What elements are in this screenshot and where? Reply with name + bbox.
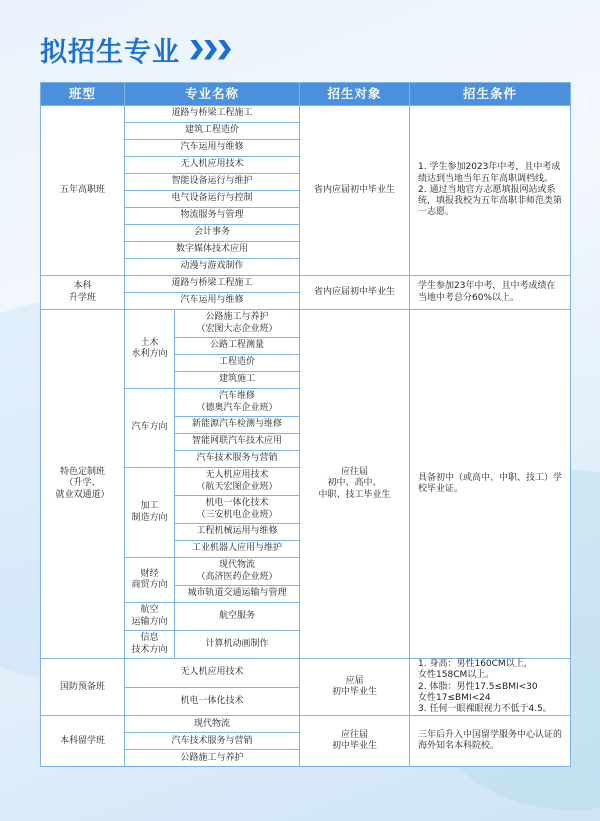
direction-cell: 信息 技术方向	[125, 631, 175, 659]
direction-cell: 航空 运输方向	[125, 603, 175, 631]
major-cell: 工业机器人应用与维护	[175, 541, 300, 558]
major-cell: 无人机应用技术	[125, 659, 300, 688]
table-header-row	[41, 83, 571, 106]
chevron-right-icon	[190, 40, 232, 60]
major-cell: 道路与桥梁工程施工	[125, 276, 300, 293]
page-title: 拟招生专业	[40, 37, 180, 68]
class-type-cell: 本科留学班	[41, 716, 125, 767]
condition-cell: 1. 身高：男性160CM以上， 女性158CM以上。 2. 体脂：男性17.5≤BMI<30 女性17≤BMI<24 3. 任何一眼裸眼视力不低于4.5。	[410, 659, 571, 716]
major-cell: 航空服务	[175, 603, 300, 631]
major-cell: 汽车技术服务与营销	[125, 733, 300, 750]
table-row	[41, 659, 571, 688]
class-type-cell: 本科 升学班	[41, 276, 125, 310]
major-cell: 智能网联汽车技术应用	[175, 434, 300, 451]
major-cell: 智能设备运行与维护	[125, 174, 300, 191]
target-cell: 应往届 初中毕业生	[300, 716, 410, 767]
major-cell: 机电一体化技术 （三安机电企业班）	[175, 496, 300, 524]
direction-cell: 汽车方向	[125, 389, 175, 468]
header-condition: 招生条件	[410, 83, 571, 106]
major-cell: 城市轨道交通运输与管理	[175, 586, 300, 603]
major-cell: 建筑工程造价	[125, 123, 300, 140]
major-cell: 计算机动画制作	[175, 631, 300, 659]
major-cell: 汽车技术服务与营销	[175, 451, 300, 468]
major-cell: 现代物流	[125, 716, 300, 733]
major-cell: 汽车运用与维修	[125, 140, 300, 157]
major-cell: 工程造价	[175, 355, 300, 372]
major-cell: 公路施工与养护 （宏图大志企业班）	[175, 310, 300, 338]
page-header	[40, 30, 232, 69]
major-cell: 现代物流 （高济医药企业班）	[175, 558, 300, 586]
major-cell: 道路与桥梁工程施工	[125, 106, 300, 123]
major-cell: 动漫与游戏制作	[125, 259, 300, 276]
major-cell: 公路施工与养护	[125, 750, 300, 767]
major-cell: 机电一体化技术	[125, 687, 300, 716]
major-cell: 汽车运用与维修	[125, 293, 300, 310]
direction-cell: 土木 水利方向	[125, 310, 175, 389]
major-cell: 电气设备运行与控制	[125, 191, 300, 208]
target-cell: 应往届 初中、高中、 中职、技工毕业生	[300, 310, 410, 659]
target-cell: 应届 初中毕业生	[300, 659, 410, 716]
major-cell: 公路工程测量	[175, 338, 300, 355]
major-cell: 新能源汽车检测与维修	[175, 417, 300, 434]
major-cell: 无人机应用技术 （航天宏图企业班）	[175, 468, 300, 496]
condition-cell: 三年后升入中国留学服务中心认证的海外知名本科院校。	[410, 716, 571, 767]
direction-cell: 加工 制造方向	[125, 468, 175, 558]
table-row	[41, 716, 571, 733]
major-cell: 无人机应用技术	[125, 157, 300, 174]
class-type-cell: 五年高职班	[41, 106, 125, 276]
table-row	[41, 106, 571, 123]
major-cell: 汽车维修 （德奥汽车企业班）	[175, 389, 300, 417]
major-cell: 物流服务与管理	[125, 208, 300, 225]
header-class-type: 班型	[41, 83, 125, 106]
enrollment-table	[40, 82, 571, 767]
table-row	[41, 276, 571, 293]
header-target: 招生对象	[300, 83, 410, 106]
class-type-cell: 国防预备班	[41, 659, 125, 716]
class-type-cell: 特色定制班 （升学、 就业双通道）	[41, 310, 125, 659]
header-major: 专业名称	[125, 83, 300, 106]
condition-cell: 具备初中（或高中、中职、技工）学校毕业证。	[410, 310, 571, 659]
major-cell: 建筑施工	[175, 372, 300, 389]
target-cell: 省内应届初中毕业生	[300, 276, 410, 310]
major-cell: 会计事务	[125, 225, 300, 242]
major-cell: 工程机械运用与维修	[175, 524, 300, 541]
condition-cell: 1. 学生参加2023年中考，且中考成绩达到当地当年五年高职调档线。 2. 通过当地官方志愿填报网站或系统，填报我校为五年高职非师范类第一志愿。	[410, 106, 571, 276]
condition-cell: 学生参加23年中考，且中考成绩在当地中考总分60%以上。	[410, 276, 571, 310]
direction-cell: 财经 商贸方向	[125, 558, 175, 603]
target-cell: 省内应届初中毕业生	[300, 106, 410, 276]
major-cell: 数字媒体技术应用	[125, 242, 300, 259]
table-row	[41, 310, 571, 338]
